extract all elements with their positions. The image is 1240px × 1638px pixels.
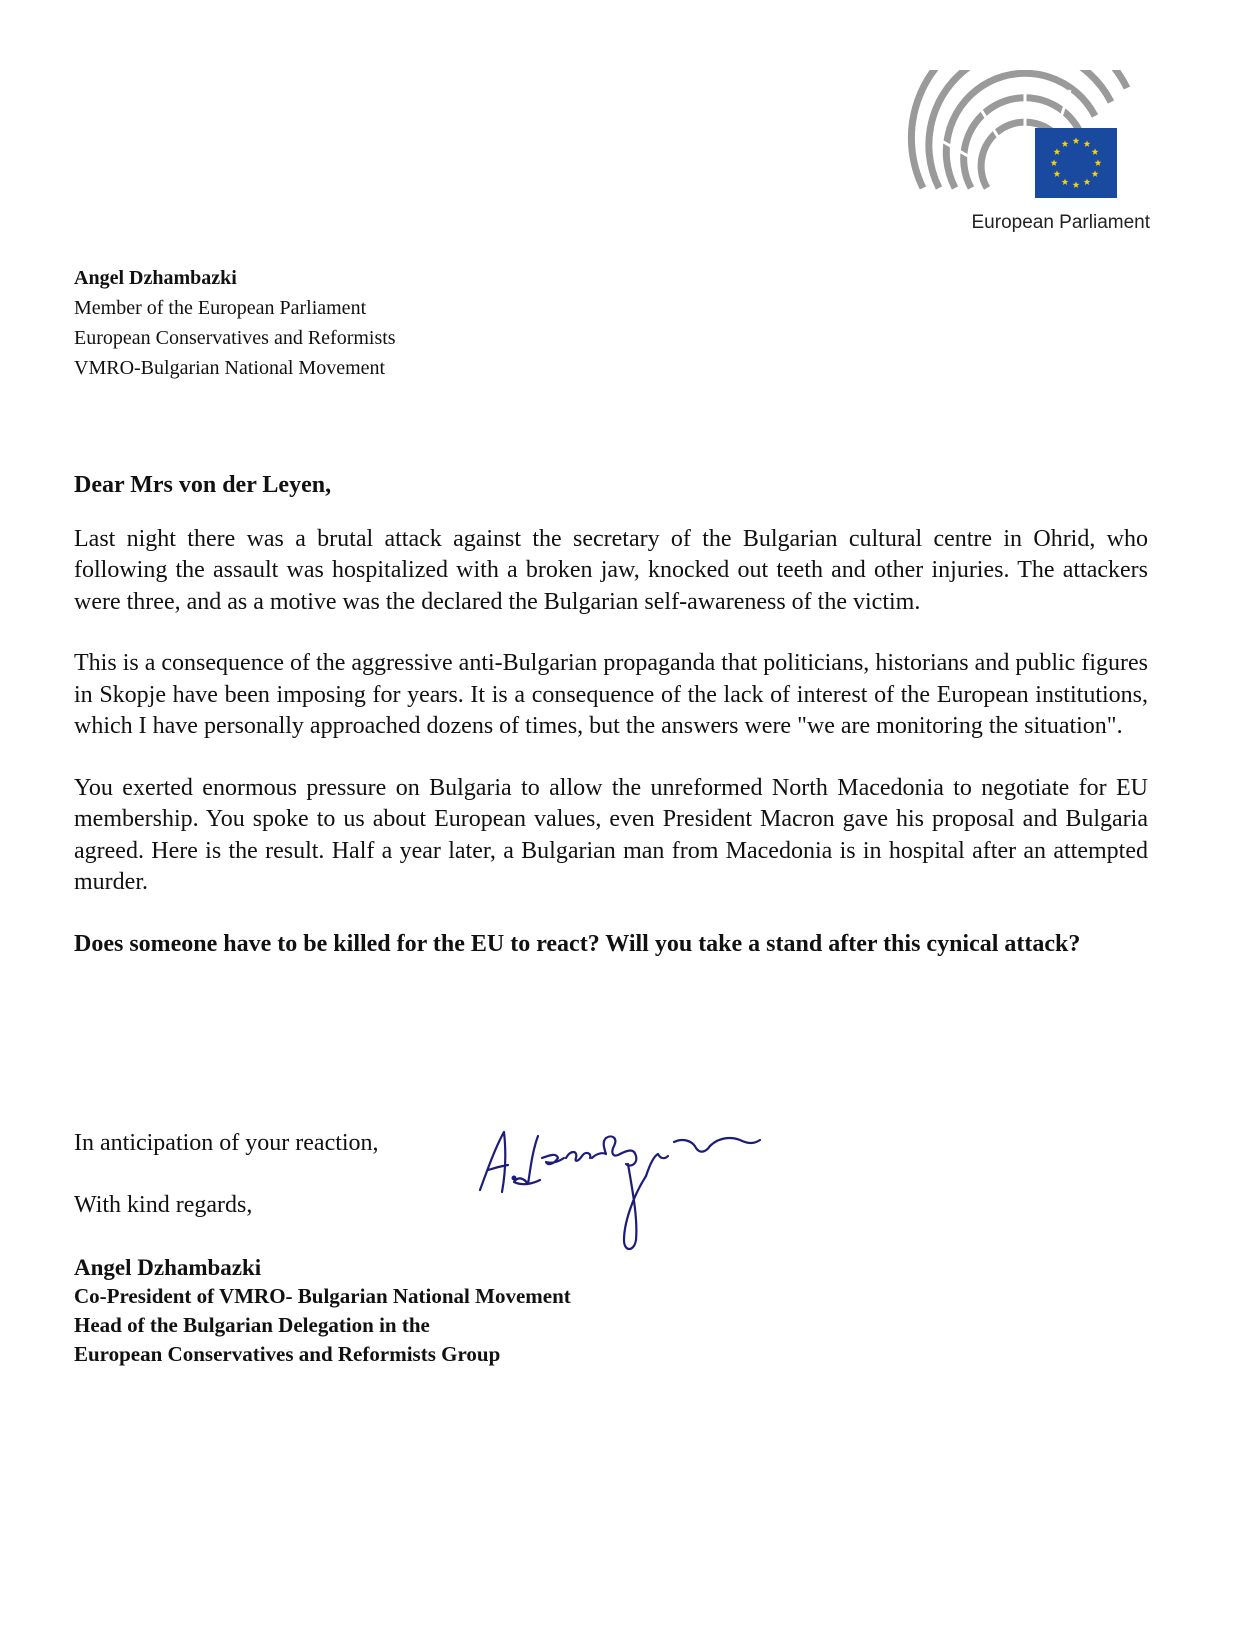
signatory-title-1: Co-President of VMRO- Bulgarian National Movement xyxy=(74,1284,571,1308)
logo-caption: European Parliament xyxy=(971,212,1150,233)
salutation: Dear Mrs von der Leyen, xyxy=(74,472,332,498)
letter-body xyxy=(74,470,1148,990)
sender-line-3: VMRO-Bulgarian National Movement xyxy=(74,357,386,379)
european-parliament-logo xyxy=(905,70,1150,240)
hemicycle-icon xyxy=(905,70,1150,210)
sender-line-1: Member of the European Parliament xyxy=(74,297,367,319)
signatory-block xyxy=(74,1253,571,1369)
paragraph-3: You exerted enormous pressure on Bulgaria to allow the unreformed North Macedonia to negotiate for EU membership. You spoke to us about European values, even President Macron gave his proposal and Bulgaria agreed. Here is the result. Half a year later, a Bulgarian man from Macedonia is in hospital after an attempted murder. xyxy=(74,774,1148,895)
sender-name: Angel Dzhambazki xyxy=(74,267,237,289)
sender-line-2: European Conservatives and Reformists xyxy=(74,327,396,349)
closing-line-1: In anticipation of your reaction, xyxy=(74,1130,379,1156)
closing-line-2: With kind regards, xyxy=(74,1192,253,1218)
handwritten-signature xyxy=(478,1128,768,1258)
sender-block xyxy=(74,263,396,383)
signatory-name: Angel Dzhambazki xyxy=(74,1255,262,1280)
signatory-title-2: Head of the Bulgarian Delegation in the xyxy=(74,1313,430,1337)
paragraph-2: This is a consequence of the aggressive anti-Bulgarian propaganda that politicians, historians and public figures in Skopje have been imposing for years. It is a consequence of the lack of interest of the European institutions, which I have personally approached dozens of times, but the answers were "we are monitoring the situation". xyxy=(74,650,1148,739)
paragraph-1: Last night there was a brutal attack against the secretary of the Bulgarian cultural centre in Ohrid, who following the assault was hospitalized with a broken jaw, knocked out teeth and other injuries. The attackers were three, and as a motive was the declared the Bulgarian self-awareness of the victim. xyxy=(74,525,1148,615)
signatory-title-3: European Conservatives and Reformists Group xyxy=(74,1342,501,1366)
question-paragraph: Does someone have to be killed for the EU to react? Will you take a stand after this cynical attack? xyxy=(74,930,1081,957)
